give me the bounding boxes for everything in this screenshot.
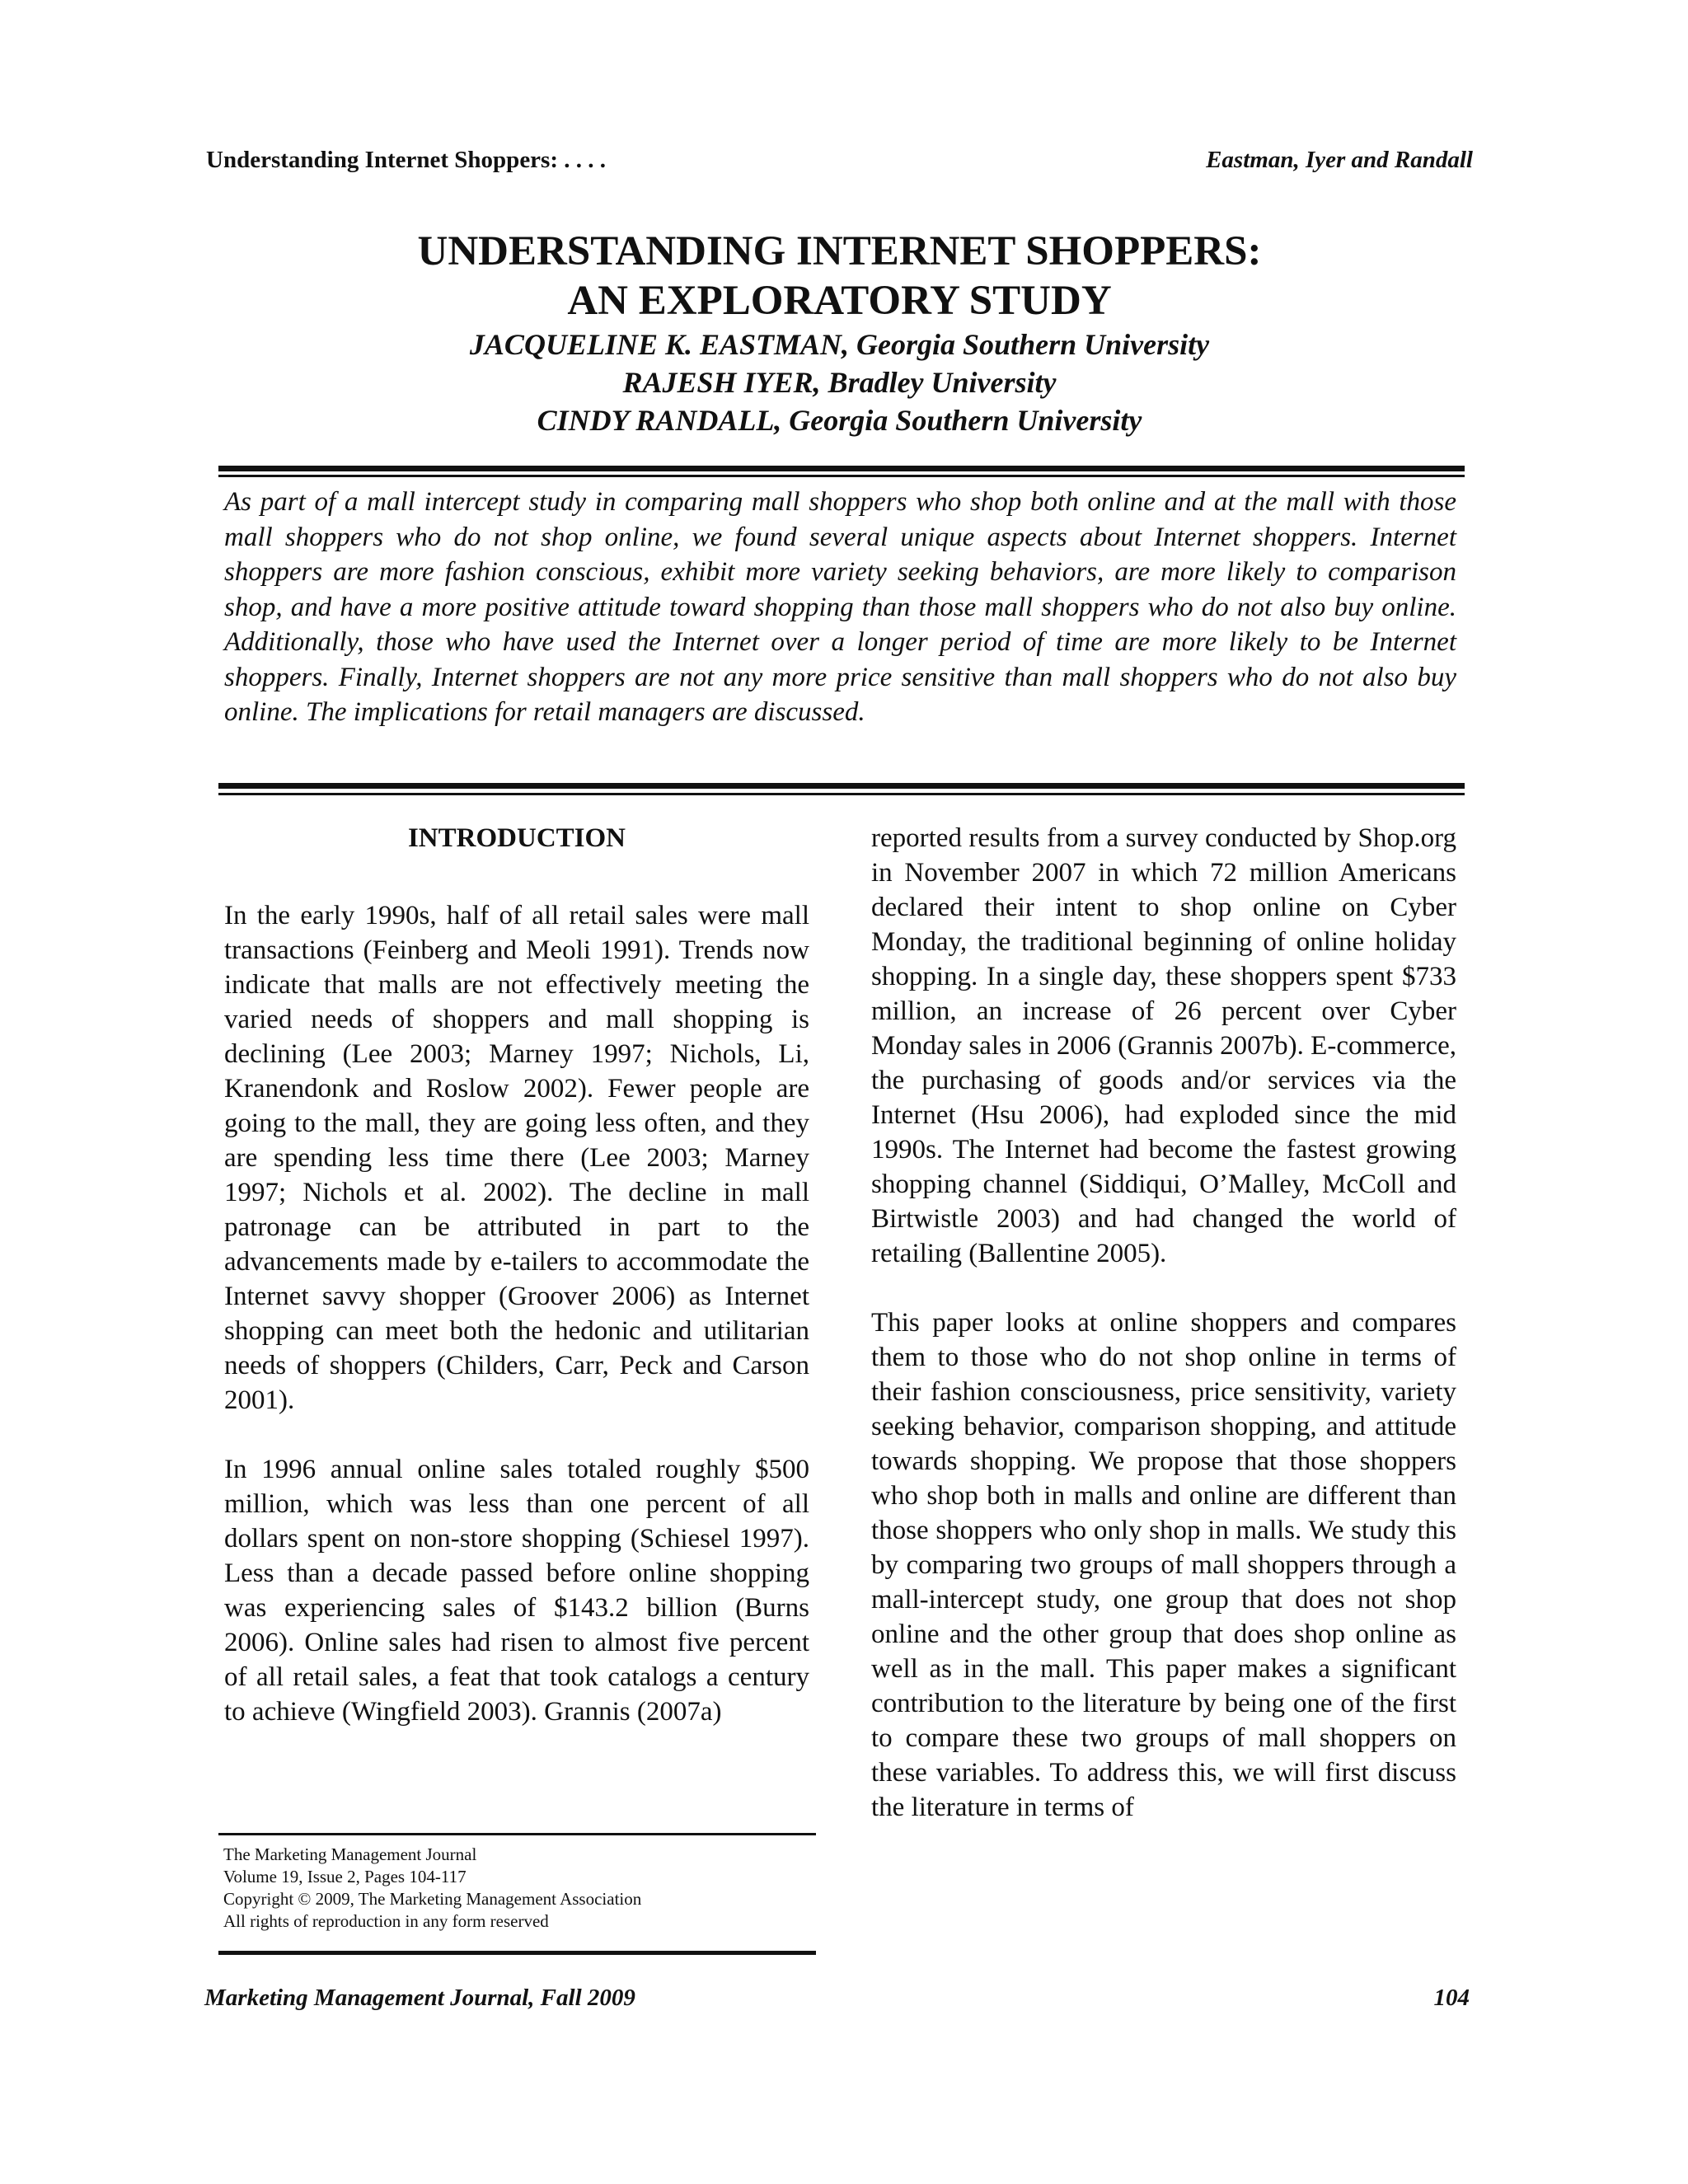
- abstract-rule-top-thin: [218, 475, 1465, 477]
- left-paragraph-1: In the early 1990s, half of all retail sales were mall transactions (Feinberg and Meoli 1991). Trends now indicate that malls are not effectively meeting the varied needs of shoppers and mall shopping is declining (Lee 2003; Marney 1997; Nichols, Li, Kranendonk and Roslow 2002). Fewer people are going to the mall, they are going less often, and they are spending less time there (Lee 2003; Marney 1997; Nichols et al. 2002). The decline in mall patronage can be attributed in part to the advancements made by e-tailers to accommodate the Internet savvy shopper (Groover 2006) as Internet shopping can meet both the hedonic and utilitarian needs of shoppers (Childers, Carr, Peck and Carson 2001).: [224, 901, 809, 1415]
- right-column: [871, 821, 1456, 1859]
- abstract-rule-bottom-thin: [218, 793, 1465, 795]
- journal-note-line-2: Volume 19, Issue 2, Pages 104-117: [223, 1867, 467, 1886]
- journal-note-rule-top: [218, 1833, 816, 1835]
- journal-note-rule-bottom: [218, 1951, 816, 1955]
- abstract: As part of a mall intercept study in comparing mall shoppers who shop both online and at the mall with those mall shoppers who do not shop online, we found several unique aspects about Internet shoppers. Internet shoppers are more fashion conscious, exhibit more variety seeking behaviors, are more likely to comparison shop, and have a more positive attitude toward shopping than those mall shoppers who do not also buy online. Additionally, those who have used the Internet over a longer period of time are more likely to be Internet shoppers. Finally, Internet shoppers are not any more price sensitive than mall shoppers who do not also buy online. The implications for retail managers are discussed.: [224, 487, 1456, 727]
- author-1: JACQUELINE K. EASTMAN, Georgia Southern University: [469, 328, 1210, 361]
- right-paragraph-2: This paper looks at online shoppers and compares them to those who do not shop online in terms of their fashion consciousness, price sensitivity, variety seeking behavior, comparison shopping, and attitude towards shopping. We propose that those shoppers who shop both in malls and online are different than those shoppers who only shop in malls. We study this by comparing two groups of mall shoppers through a mall-intercept study, one group that does not shop online and the other group that does shop online as well as in the mall. This paper makes a significant contribution to the literature by being one of the first to compare these two groups of mall shoppers on these variables. To address this, we will first discuss the literature in terms of: [871, 1308, 1456, 1822]
- journal-note-line-4: All rights of reproduction in any form reserved: [223, 1911, 549, 1931]
- journal-note-line-1: The Marketing Management Journal: [223, 1844, 477, 1864]
- right-paragraph-1: reported results from a survey conducted by Shop.org in November 2007 in which 72 million Americans declared their intent to shop online on Cyber Monday, the traditional beginning of online holiday shopping. In a single day, these shoppers spent $733 million, an increase of 26 percent over Cyber Monday sales in 2006 (Grannis 2007b). E-commerce, the purchasing of goods and/or services via the Internet (Hsu 2006), had exploded since the mid 1990s. The Internet had become the fastest growing shopping channel (Siddiqui, O’Malley, McColl and Birtwistle 2003) and had changed the world of retailing (Ballentine 2005).: [871, 823, 1456, 1268]
- abstract-rule-bottom-thick: [218, 783, 1465, 789]
- left-column: [224, 821, 809, 1764]
- author-2: RAJESH IYER, Bradley University: [622, 366, 1057, 399]
- left-paragraph-2: In 1996 annual online sales totaled roughly $500 million, which was less than one percent of all dollars spent on non-store shopping (Schiesel 1997). Less than a decade passed before online shopping was experiencing sales of $143.2 billion (Burns 2006). Online sales had risen to almost five percent of all retail sales, a feat that took catalogs a century to achieve (Wingfield 2003). Grannis (2007a): [224, 1455, 809, 1727]
- journal-note-line-3: Copyright © 2009, The Marketing Management Association: [223, 1889, 642, 1909]
- running-header-right: Eastman, Iyer and Randall: [1206, 147, 1473, 173]
- section-heading-introduction: INTRODUCTION: [407, 823, 626, 853]
- abstract-rule-top-thick: [218, 466, 1465, 471]
- title-line-2: AN EXPLORATORY STUDY: [567, 278, 1112, 324]
- author-3: CINDY RANDALL, Georgia Southern University: [537, 404, 1142, 437]
- footer-journal: Marketing Management Journal, Fall 2009: [204, 1985, 635, 2011]
- footer-page-number: 104: [1433, 1985, 1470, 2011]
- running-header-left: Understanding Internet Shoppers: . . . .: [206, 147, 606, 173]
- journal-note-box: [218, 1833, 816, 1955]
- title-line-1: UNDERSTANDING INTERNET SHOPPERS:: [417, 228, 1262, 274]
